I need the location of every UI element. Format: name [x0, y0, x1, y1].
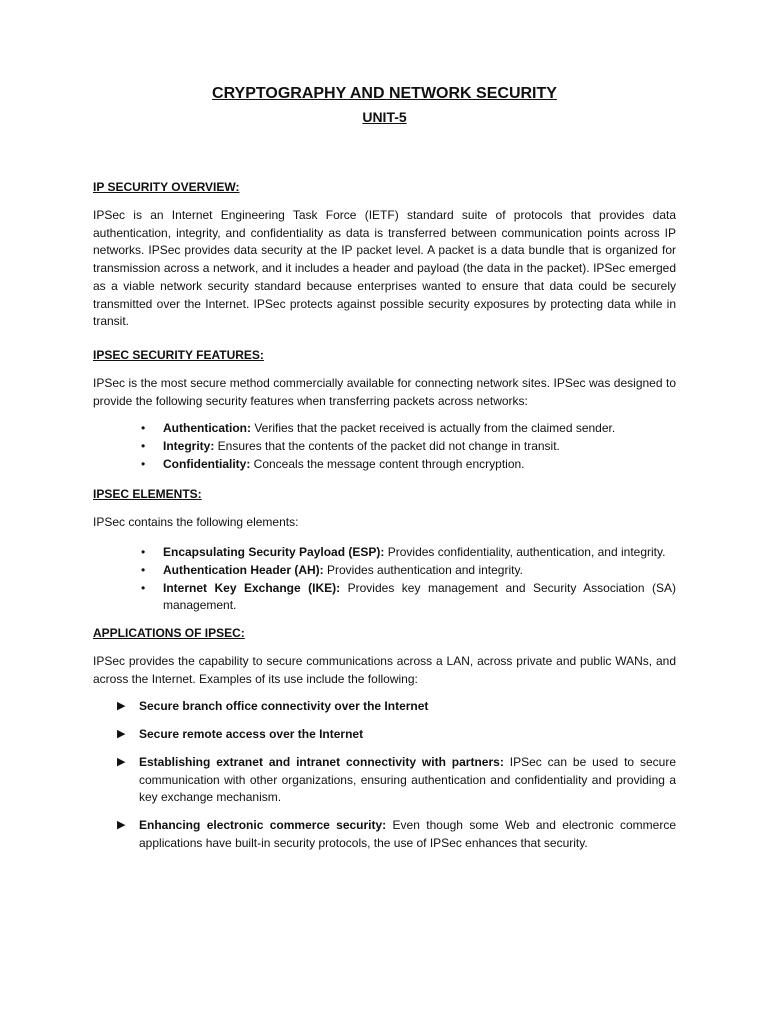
list-item-text: Provides confidentiality, authentication, and integrity. — [384, 545, 666, 560]
features-list — [93, 420, 676, 473]
list-item-text: Provides authentication and integrity. — [323, 563, 523, 578]
arrow-right-icon: ▶ — [117, 728, 126, 741]
bullet-icon: • — [141, 421, 146, 436]
list-item — [141, 420, 676, 437]
document-content — [93, 84, 676, 852]
list-item — [141, 580, 676, 614]
list-item-text: Verifies that the packet received is actually from the claimed sender. — [251, 421, 616, 436]
list-item — [141, 562, 676, 579]
arrow-right-icon: ▶ — [117, 700, 126, 713]
list-item-term: Encapsulating Security Payload (ESP): — [163, 545, 385, 560]
list-item-term: Confidentiality: — [163, 457, 251, 472]
list-item — [93, 698, 676, 716]
arrow-right-icon: ▶ — [117, 818, 126, 831]
list-item-text: Provides key management and Security Association (SA) management. — [163, 581, 676, 613]
overview-paragraph: IPSec is an Internet Engineering Task Force (IETF) standard suite of protocols that provides data authentication, integrity, and confidentiality as data is transferred between communication points across IP networks. IPSec provides data security at the IP packet level. A packet is a data bundle that is organized for transmission across a network, and it includes a header and payload (the data in the packet). IPSec emerged as a viable network security standard because enterprises wanted to ensure that data could be securely transmitted over the Internet. IPSec protects against possible security exposures by protecting data while in transit. — [93, 208, 676, 329]
list-item — [141, 438, 676, 455]
section-heading-features: IPSEC SECURITY FEATURES: — [93, 347, 264, 362]
list-item-term: Secure branch office connectivity over the Internet — [139, 699, 429, 714]
section-heading-overview: IP SECURITY OVERVIEW: — [93, 180, 240, 194]
elements-paragraph: IPSec contains the following elements: — [93, 515, 299, 530]
list-item — [141, 456, 676, 473]
list-item-text: Even though some Web and electronic commerce applications have built-in security protocols, the use of IPSec enhances that security. — [139, 817, 676, 850]
list-item — [141, 544, 676, 561]
list-item-text: Conceals the message content through encryption. — [250, 457, 525, 472]
list-item-term: Authentication: — [163, 421, 251, 436]
applications-list — [93, 698, 676, 852]
list-item-term: Authentication Header (AH): — [163, 563, 324, 578]
applications-paragraph: IPSec provides the capability to secure communications across a LAN, across private and public WANs, and across the Internet. Examples of its use include the following: — [93, 654, 676, 686]
bullet-icon: • — [141, 545, 146, 560]
features-paragraph: IPSec is the most secure method commercially available for connecting network sites. IPSec was designed to provide the following security features when transferring packets across networks: — [93, 375, 676, 408]
section-heading-applications: APPLICATIONS OF IPSEC: — [93, 626, 245, 641]
list-item-text: IPSec can be used to secure communication with other organizations, ensuring authentication and confidentiality and providing a key exchange mechanism. — [139, 754, 677, 805]
list-item — [93, 754, 676, 807]
list-item-term: Internet Key Exchange (IKE): — [163, 581, 341, 596]
elements-list — [93, 544, 676, 614]
document-title: CRYPTOGRAPHY AND NETWORK SECURITY — [212, 85, 557, 102]
list-item-term: Secure remote access over the Internet — [139, 727, 364, 742]
arrow-right-icon: ▶ — [117, 755, 126, 768]
list-item-term: Enhancing electronic commerce security: — [139, 817, 387, 832]
list-item-term: Establishing extranet and intranet connectivity with partners: — [139, 754, 504, 769]
bullet-icon: • — [141, 563, 146, 578]
list-item — [93, 817, 676, 852]
bullet-icon: • — [141, 439, 146, 454]
list-item-text: Ensures that the contents of the packet did not change in transit. — [214, 439, 560, 454]
document-subtitle: UNIT-5 — [362, 109, 407, 125]
bullet-icon: • — [141, 457, 146, 472]
section-heading-elements: IPSEC ELEMENTS: — [93, 487, 202, 502]
list-item — [93, 726, 676, 744]
bullet-icon: • — [141, 581, 146, 596]
list-item-term: Integrity: — [163, 439, 215, 454]
